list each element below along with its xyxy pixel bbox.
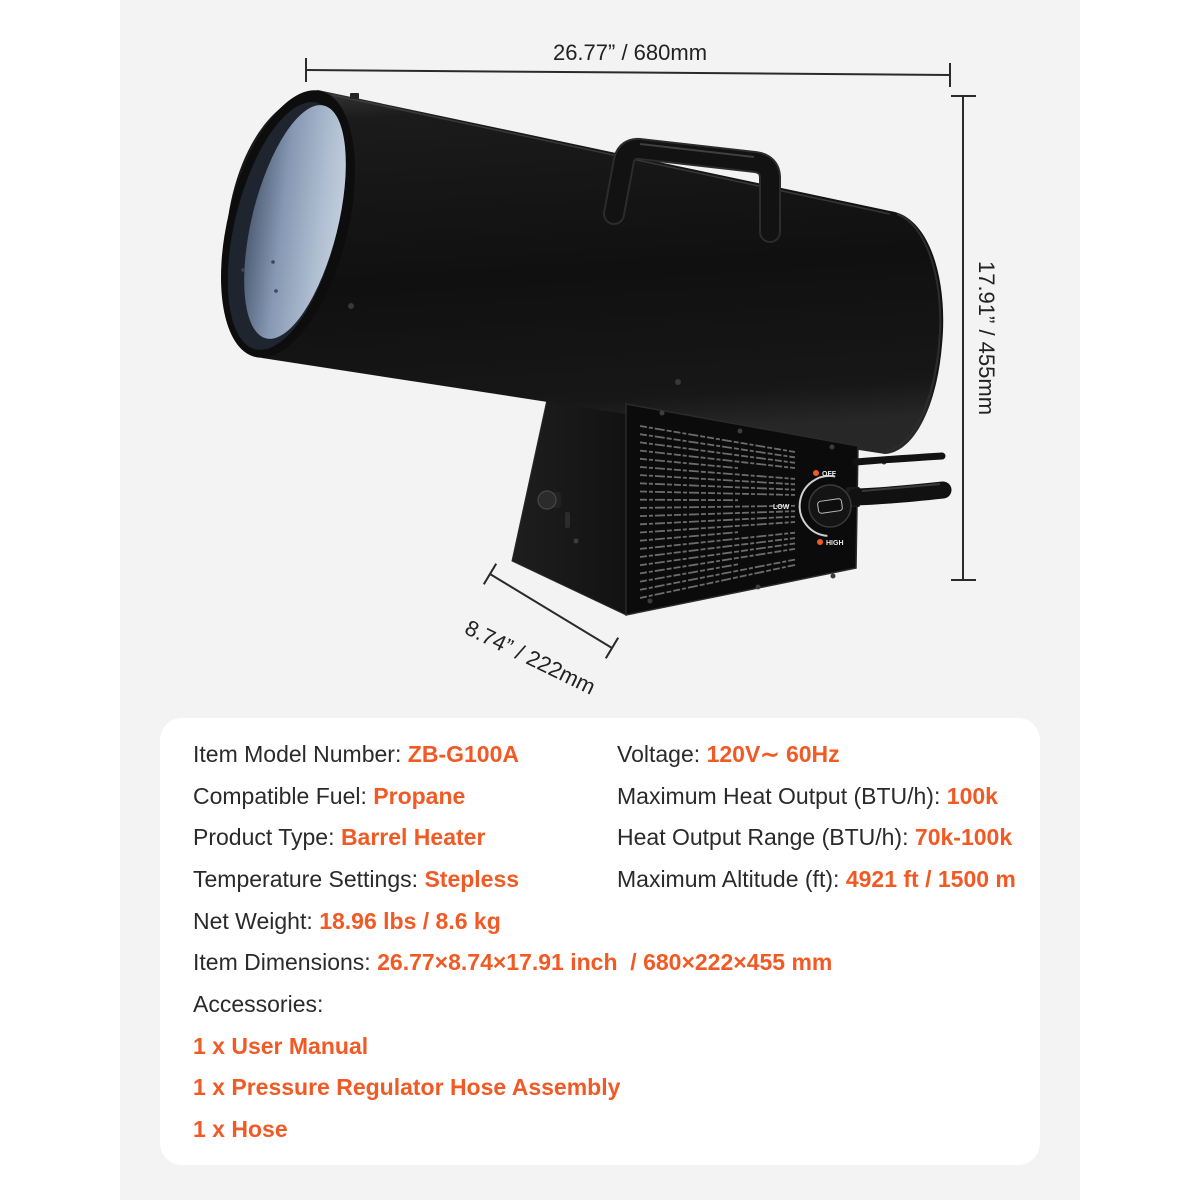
spec-label: Temperature Settings: bbox=[193, 865, 419, 892]
spec-row-max-heat-output bbox=[617, 776, 1016, 818]
accessory-user-manual: 1 x User Manual bbox=[193, 1032, 369, 1059]
knob-label-off: OFF bbox=[822, 471, 836, 478]
width-dimension-tick-left bbox=[484, 564, 496, 585]
spec-value: 100k bbox=[946, 782, 998, 809]
spec-label: Maximum Heat Output (BTU/h): bbox=[617, 782, 941, 809]
spec-value: 4921 ft / 1500 m bbox=[845, 865, 1016, 892]
barrel-bolt bbox=[675, 379, 681, 385]
spec-value: 18.96 lbs / 8.6 kg bbox=[319, 907, 501, 934]
regulator-knob bbox=[538, 491, 561, 509]
spec-label: Heat Output Range (BTU/h): bbox=[617, 824, 909, 851]
mesh-rivet bbox=[274, 289, 278, 293]
spec-row-max-altitude bbox=[617, 859, 1016, 901]
stand-bolt bbox=[574, 539, 579, 544]
spec-row-heat-output-range bbox=[617, 817, 1016, 859]
spec-label: Maximum Altitude (ft): bbox=[617, 865, 840, 892]
stand-side-face bbox=[512, 395, 626, 615]
spec-value: Stepless bbox=[424, 865, 520, 892]
accessories-heading bbox=[193, 984, 832, 1026]
panel-bolt bbox=[660, 411, 665, 416]
spec-label: Net Weight: bbox=[193, 907, 313, 934]
panel-bolt bbox=[756, 585, 761, 590]
knob-label-high: HIGH bbox=[826, 540, 844, 547]
barrel-bolt bbox=[348, 303, 354, 309]
height-dimension-label: 17.91” / 455mm bbox=[974, 260, 999, 416]
panel-bolt bbox=[738, 429, 743, 434]
spec-value: 120V∼ 60Hz bbox=[706, 741, 840, 767]
width-dimension-tick-right bbox=[606, 638, 618, 659]
spec-label: Item Dimensions: bbox=[193, 949, 371, 976]
spec-value: Propane bbox=[373, 782, 466, 809]
spec-row-voltage bbox=[617, 734, 1016, 776]
spec-label: Voltage: bbox=[617, 741, 701, 767]
spec-label: Product Type: bbox=[193, 824, 335, 851]
spec-value: ZB-G100A bbox=[407, 741, 519, 767]
accessory-regulator-hose-assembly: 1 x Pressure Regulator Hose Assembly bbox=[193, 1074, 621, 1101]
width-dimension-label: 8.74” / 222mm bbox=[461, 614, 600, 700]
accessory-hose: 1 x Hose bbox=[193, 1115, 288, 1142]
height-dimension bbox=[951, 96, 976, 580]
high-indicator-dot bbox=[817, 539, 823, 545]
accessories-heading-text: Accessories: bbox=[193, 990, 324, 1017]
mesh-rivet bbox=[241, 268, 245, 272]
off-indicator-dot bbox=[813, 470, 819, 476]
spec-label: Compatible Fuel: bbox=[193, 782, 367, 809]
specifications-card bbox=[160, 718, 1040, 1165]
accessory-item bbox=[193, 1109, 832, 1151]
spec-value: 70k-100k bbox=[914, 824, 1013, 851]
panel-bolt bbox=[831, 574, 836, 579]
spec-value: 26.77×8.74×17.91 inch / 680×222×455 mm bbox=[377, 949, 833, 976]
accessory-item bbox=[193, 1026, 832, 1068]
accessory-item bbox=[193, 1067, 832, 1109]
spec-row-item-dimensions bbox=[193, 942, 832, 984]
panel-bolt bbox=[648, 599, 653, 604]
spec-row-net-weight bbox=[193, 901, 832, 943]
stand-slot bbox=[565, 512, 570, 528]
length-dimension-line bbox=[306, 70, 950, 75]
panel-bolt bbox=[830, 445, 835, 450]
specs-right-column bbox=[617, 734, 1016, 901]
mesh-rivet bbox=[271, 260, 275, 264]
spec-value: Barrel Heater bbox=[340, 824, 486, 851]
knob-label-low: LOW bbox=[773, 504, 790, 511]
rim-tab bbox=[350, 93, 359, 99]
length-dimension-label: 26.77” / 680mm bbox=[552, 40, 708, 65]
power-cord bbox=[856, 456, 942, 462]
spec-label: Item Model Number: bbox=[193, 741, 402, 767]
regulator-knob-cap bbox=[538, 491, 556, 509]
